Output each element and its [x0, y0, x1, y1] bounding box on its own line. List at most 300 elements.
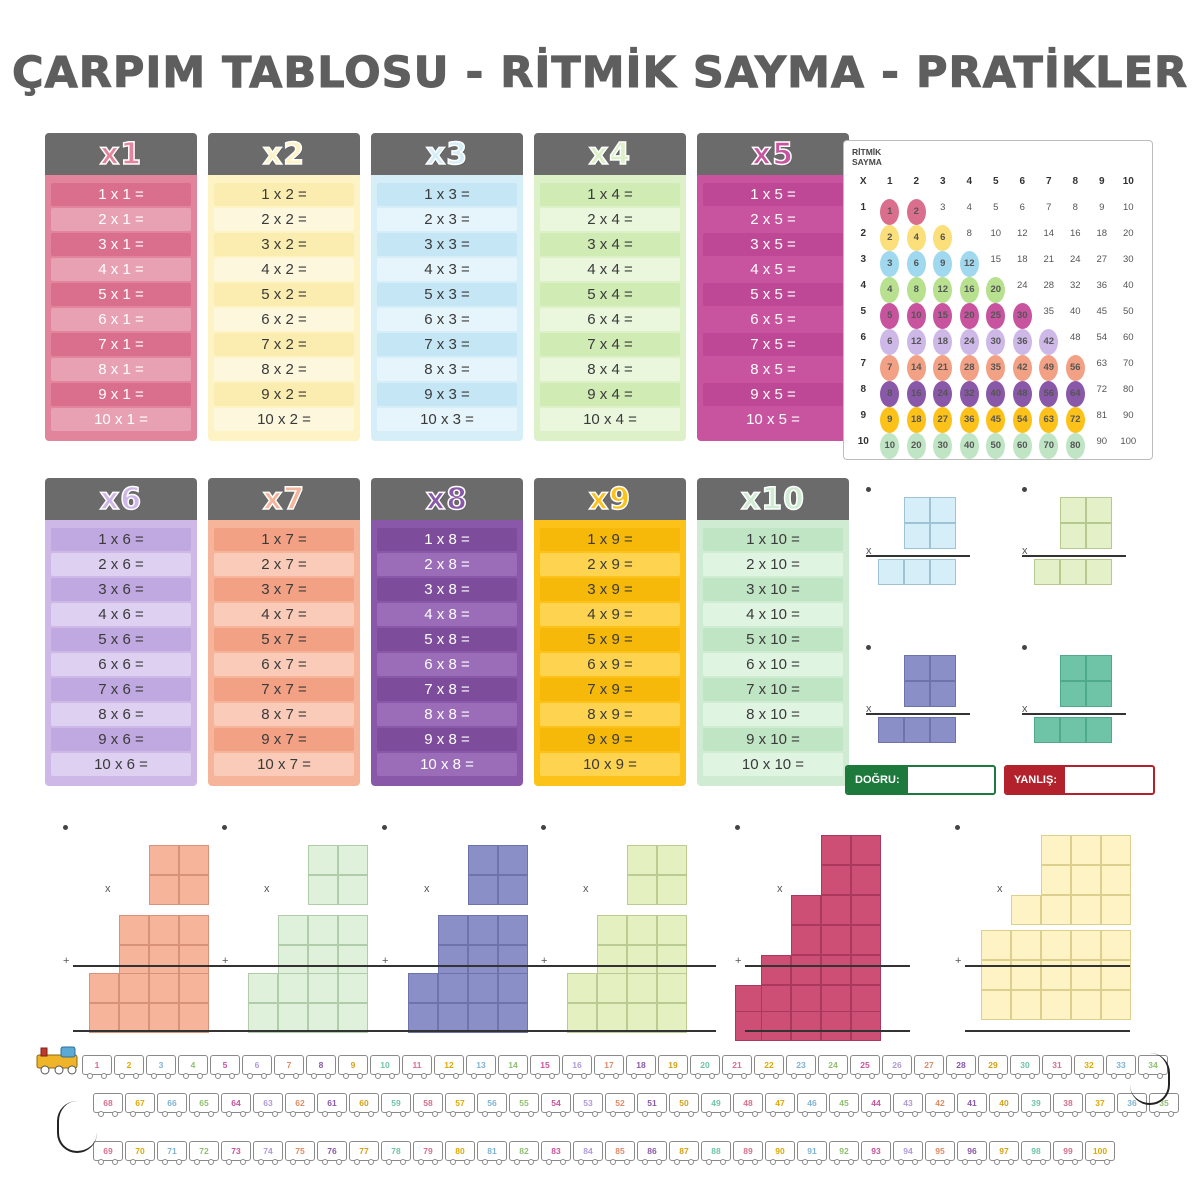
practice-cell[interactable]	[468, 845, 498, 875]
practice-cell[interactable]	[438, 973, 468, 1003]
train-wagon[interactable]: 11	[402, 1055, 432, 1075]
train-wagon[interactable]: 66	[157, 1093, 187, 1113]
table-row[interactable]: 2 x 6 =	[51, 553, 191, 576]
practice-cell[interactable]	[149, 845, 179, 875]
table-row[interactable]: 8 x 10 =	[703, 703, 843, 726]
table-row[interactable]: 9 x 8 =	[377, 728, 517, 751]
table-row[interactable]: 1 x 6 =	[51, 528, 191, 551]
table-row[interactable]: 5 x 7 =	[214, 628, 354, 651]
practice-cell[interactable]	[904, 497, 930, 523]
practice-cell[interactable]	[498, 1003, 528, 1033]
train-wagon[interactable]: 99	[1053, 1141, 1083, 1161]
train-wagon[interactable]: 13	[466, 1055, 496, 1075]
table-row[interactable]: 4 x 9 =	[540, 603, 680, 626]
answer-line[interactable]	[392, 1030, 557, 1032]
train-wagon[interactable]: 16	[562, 1055, 592, 1075]
train-wagon[interactable]: 96	[957, 1141, 987, 1161]
practice-cell[interactable]	[1101, 990, 1131, 1020]
table-row[interactable]: 7 x 9 =	[540, 678, 680, 701]
practice-cell[interactable]	[1060, 681, 1086, 707]
table-row[interactable]: 7 x 8 =	[377, 678, 517, 701]
practice-cell[interactable]	[904, 655, 930, 681]
table-row[interactable]: 1 x 7 =	[214, 528, 354, 551]
train-wagon[interactable]: 45	[829, 1093, 859, 1113]
train-wagon[interactable]: 36	[1117, 1093, 1147, 1113]
practice-cell[interactable]	[1011, 930, 1041, 960]
train-wagon[interactable]: 34	[1138, 1055, 1168, 1075]
train-wagon[interactable]: 61	[317, 1093, 347, 1113]
answer-line[interactable]	[73, 1030, 238, 1032]
table-row[interactable]: 8 x 6 =	[51, 703, 191, 726]
table-row[interactable]: 3 x 4 =	[540, 233, 680, 256]
practice-cell[interactable]	[627, 875, 657, 905]
train-wagon[interactable]: 17	[594, 1055, 624, 1075]
practice-cell[interactable]	[1011, 990, 1041, 1020]
practice-cell[interactable]	[1071, 865, 1101, 895]
train-wagon[interactable]: 23	[786, 1055, 816, 1075]
train-wagon[interactable]: 62	[285, 1093, 315, 1113]
practice-cell[interactable]	[1011, 895, 1041, 925]
train-wagon[interactable]: 55	[509, 1093, 539, 1113]
practice-cell[interactable]	[1060, 717, 1086, 743]
table-row[interactable]: 8 x 5 =	[750, 361, 796, 378]
train-wagon[interactable]: 46	[797, 1093, 827, 1113]
practice-cell[interactable]	[930, 497, 956, 523]
practice-cell[interactable]	[408, 1003, 438, 1033]
practice-cell[interactable]	[149, 945, 179, 975]
table-row[interactable]: 4 x 8 =	[377, 603, 517, 626]
correct-box[interactable]	[845, 765, 996, 795]
train-wagon[interactable]: 25	[850, 1055, 880, 1075]
train-wagon[interactable]: 15	[530, 1055, 560, 1075]
train-wagon[interactable]: 53	[573, 1093, 603, 1113]
practice-cell[interactable]	[597, 973, 627, 1003]
practice-cell[interactable]	[468, 945, 498, 975]
table-row[interactable]: 10 x 7 =	[214, 753, 354, 776]
train-wagon[interactable]: 87	[669, 1141, 699, 1161]
table-row[interactable]: 1 x 8 =	[377, 528, 517, 551]
practice-cell[interactable]	[904, 559, 930, 585]
practice-cell[interactable]	[248, 1003, 278, 1033]
practice-cell[interactable]	[567, 1003, 597, 1033]
train-wagon[interactable]: 64	[221, 1093, 251, 1113]
practice-cell[interactable]	[498, 915, 528, 945]
train-wagon[interactable]: 24	[818, 1055, 848, 1075]
table-row[interactable]: 3 x 5 =	[703, 233, 843, 256]
train-wagon[interactable]: 74	[253, 1141, 283, 1161]
train-wagon[interactable]: 18	[626, 1055, 656, 1075]
practice-cell[interactable]	[248, 973, 278, 1003]
practice-cell[interactable]	[627, 945, 657, 975]
practice-cell[interactable]	[1086, 681, 1112, 707]
table-row[interactable]: 9 x 7 =	[214, 728, 354, 751]
practice-cell[interactable]	[438, 915, 468, 945]
answer-line[interactable]	[1022, 555, 1126, 557]
practice-cell[interactable]	[930, 655, 956, 681]
train-wagon[interactable]: 72	[189, 1141, 219, 1161]
practice-cell[interactable]	[930, 681, 956, 707]
practice-cell[interactable]	[179, 973, 209, 1003]
table-row[interactable]: 6 x 7 =	[214, 653, 354, 676]
train-wagon[interactable]: 76	[317, 1141, 347, 1161]
practice-cell[interactable]	[1034, 717, 1060, 743]
practice-cell[interactable]	[149, 915, 179, 945]
practice-cell[interactable]	[761, 955, 791, 985]
table-row[interactable]: 8 x 9 =	[540, 703, 680, 726]
train-wagon[interactable]: 77	[349, 1141, 379, 1161]
practice-cell[interactable]	[627, 973, 657, 1003]
table-row[interactable]: 7 x 2 =	[214, 333, 354, 356]
wrong-box[interactable]	[1004, 765, 1155, 795]
practice-cell[interactable]	[878, 717, 904, 743]
table-row[interactable]: 6 x 5 =	[750, 311, 796, 328]
practice-cell[interactable]	[981, 990, 1011, 1020]
practice-cell[interactable]	[468, 973, 498, 1003]
train-wagon[interactable]: 58	[413, 1093, 443, 1113]
train-wagon[interactable]: 35	[1149, 1093, 1179, 1113]
table-row[interactable]: 5 x 8 =	[377, 628, 517, 651]
practice-cell[interactable]	[657, 973, 687, 1003]
train-wagon[interactable]: 5	[210, 1055, 240, 1075]
train-wagon[interactable]: 51	[637, 1093, 667, 1113]
practice-cell[interactable]	[1041, 895, 1071, 925]
train-wagon[interactable]: 20	[690, 1055, 720, 1075]
table-row[interactable]: 9 x 1 =	[51, 383, 191, 406]
practice-cell[interactable]	[791, 925, 821, 955]
practice-cell[interactable]	[1060, 655, 1086, 681]
practice-cell[interactable]	[308, 845, 338, 875]
table-row[interactable]: 7 x 6 =	[51, 678, 191, 701]
train-wagon[interactable]: 27	[914, 1055, 944, 1075]
train-wagon[interactable]: 80	[445, 1141, 475, 1161]
practice-cell[interactable]	[1101, 865, 1131, 895]
train-wagon[interactable]: 50	[669, 1093, 699, 1113]
table-row[interactable]: 6 x 9 =	[540, 653, 680, 676]
practice-cell[interactable]	[149, 875, 179, 905]
practice-cell[interactable]	[657, 945, 687, 975]
train-wagon[interactable]: 49	[701, 1093, 731, 1113]
practice-cell[interactable]	[308, 1003, 338, 1033]
practice-cell[interactable]	[904, 523, 930, 549]
table-row[interactable]: 1 x 3 =	[377, 183, 517, 206]
practice-cell[interactable]	[821, 865, 851, 895]
table-row[interactable]: 5 x 6 =	[51, 628, 191, 651]
practice-cell[interactable]	[821, 955, 851, 985]
practice-cell[interactable]	[438, 1003, 468, 1033]
table-row[interactable]: 3 x 1 =	[51, 233, 191, 256]
train-wagon[interactable]: 93	[861, 1141, 891, 1161]
practice-cell[interactable]	[89, 973, 119, 1003]
answer-line[interactable]	[965, 1030, 1130, 1032]
train-wagon[interactable]: 39	[1021, 1093, 1051, 1113]
table-row[interactable]: 9 x 9 =	[540, 728, 680, 751]
answer-line[interactable]	[866, 555, 970, 557]
train-wagon[interactable]: 48	[733, 1093, 763, 1113]
table-row[interactable]: 10 x 9 =	[540, 753, 680, 776]
train-wagon[interactable]: 94	[893, 1141, 923, 1161]
train-wagon[interactable]: 63	[253, 1093, 283, 1113]
answer-line[interactable]	[965, 965, 1130, 967]
table-row[interactable]: 4 x 2 =	[214, 258, 354, 281]
table-row[interactable]: 4 x 5 =	[750, 261, 796, 278]
train-wagon[interactable]: 89	[733, 1141, 763, 1161]
table-row[interactable]: 2 x 2 =	[214, 208, 354, 231]
practice-cell[interactable]	[904, 681, 930, 707]
table-row[interactable]: 5 x 3 =	[377, 283, 517, 306]
train-wagon[interactable]: 60	[349, 1093, 379, 1113]
practice-cell[interactable]	[791, 895, 821, 925]
practice-cell[interactable]	[1086, 523, 1112, 549]
practice-cell[interactable]	[627, 845, 657, 875]
table-row[interactable]: 5 x 5 =	[703, 283, 843, 306]
practice-cell[interactable]	[408, 973, 438, 1003]
train-wagon[interactable]: 44	[861, 1093, 891, 1113]
table-row[interactable]: 4 x 3 =	[377, 258, 517, 281]
practice-cell[interactable]	[308, 945, 338, 975]
table-row[interactable]: 6 x 8 =	[377, 653, 517, 676]
practice-cell[interactable]	[567, 973, 597, 1003]
table-row[interactable]: 3 x 6 =	[51, 578, 191, 601]
practice-cell[interactable]	[498, 875, 528, 905]
practice-cell[interactable]	[89, 1003, 119, 1033]
practice-cell[interactable]	[851, 955, 881, 985]
table-row[interactable]: 5 x 1 =	[51, 283, 191, 306]
table-row[interactable]: 3 x 8 =	[377, 578, 517, 601]
train-wagon[interactable]: 78	[381, 1141, 411, 1161]
practice-cell[interactable]	[821, 895, 851, 925]
table-row[interactable]: 10 x 8 =	[377, 753, 517, 776]
practice-cell[interactable]	[149, 973, 179, 1003]
table-row[interactable]: 1 x 10 =	[703, 528, 843, 551]
table-row[interactable]: 3 x 9 =	[540, 578, 680, 601]
table-row[interactable]: 3 x 7 =	[214, 578, 354, 601]
practice-cell[interactable]	[930, 523, 956, 549]
table-row[interactable]: 6 x 10 =	[703, 653, 843, 676]
train-wagon[interactable]: 70	[125, 1141, 155, 1161]
practice-cell[interactable]	[278, 915, 308, 945]
practice-cell[interactable]	[1041, 865, 1071, 895]
train-wagon[interactable]: 22	[754, 1055, 784, 1075]
train-wagon[interactable]: 33	[1106, 1055, 1136, 1075]
practice-cell[interactable]	[498, 945, 528, 975]
table-row[interactable]: 5 x 10 =	[703, 628, 843, 651]
table-row[interactable]: 9 x 3 =	[377, 383, 517, 406]
train-wagon[interactable]: 26	[882, 1055, 912, 1075]
practice-cell[interactable]	[851, 865, 881, 895]
table-row[interactable]: 4 x 4 =	[540, 258, 680, 281]
practice-cell[interactable]	[1034, 559, 1060, 585]
practice-cell[interactable]	[657, 915, 687, 945]
train-wagon[interactable]: 88	[701, 1141, 731, 1161]
table-row[interactable]: 2 x 1 =	[51, 208, 191, 231]
table-row[interactable]: 5 x 2 =	[214, 283, 354, 306]
train-wagon[interactable]: 32	[1074, 1055, 1104, 1075]
practice-cell[interactable]	[1071, 990, 1101, 1020]
practice-cell[interactable]	[308, 875, 338, 905]
table-row[interactable]: 9 x 4 =	[540, 383, 680, 406]
practice-cell[interactable]	[1041, 835, 1071, 865]
table-row[interactable]: 9 x 2 =	[214, 383, 354, 406]
practice-cell[interactable]	[179, 915, 209, 945]
train-wagon[interactable]: 31	[1042, 1055, 1072, 1075]
train-wagon[interactable]: 100	[1085, 1141, 1115, 1161]
train-wagon[interactable]: 97	[989, 1141, 1019, 1161]
train-wagon[interactable]: 1	[82, 1055, 112, 1075]
practice-cell[interactable]	[627, 1003, 657, 1033]
practice-cell[interactable]	[597, 1003, 627, 1033]
table-row[interactable]: 10 x 3 =	[377, 408, 517, 431]
answer-line[interactable]	[551, 965, 716, 967]
practice-cell[interactable]	[1086, 655, 1112, 681]
practice-cell[interactable]	[1041, 990, 1071, 1020]
practice-cell[interactable]	[338, 973, 368, 1003]
train-wagon[interactable]: 57	[445, 1093, 475, 1113]
train-wagon[interactable]: 83	[541, 1141, 571, 1161]
answer-line[interactable]	[73, 965, 238, 967]
table-row[interactable]: 9 x 5 =	[703, 383, 843, 406]
practice-cell[interactable]	[338, 875, 368, 905]
train-wagon[interactable]: 68	[93, 1093, 123, 1113]
practice-cell[interactable]	[930, 559, 956, 585]
train-wagon[interactable]: 6	[242, 1055, 272, 1075]
table-row[interactable]: 10 x 6 =	[51, 753, 191, 776]
table-row[interactable]: 1 x 2 =	[214, 183, 354, 206]
practice-cell[interactable]	[119, 973, 149, 1003]
practice-cell[interactable]	[278, 945, 308, 975]
table-row[interactable]: 8 x 3 =	[377, 358, 517, 381]
practice-cell[interactable]	[179, 1003, 209, 1033]
table-row[interactable]: 2 x 5 =	[750, 211, 796, 228]
table-row[interactable]: 2 x 10 =	[703, 553, 843, 576]
practice-cell[interactable]	[1071, 835, 1101, 865]
practice-cell[interactable]	[338, 915, 368, 945]
practice-cell[interactable]	[1071, 930, 1101, 960]
train-wagon[interactable]: 85	[605, 1141, 635, 1161]
table-row[interactable]: 3 x 2 =	[214, 233, 354, 256]
table-row[interactable]: 5 x 4 =	[540, 283, 680, 306]
practice-cell[interactable]	[308, 973, 338, 1003]
train-wagon[interactable]: 10	[370, 1055, 400, 1075]
answer-line[interactable]	[232, 1030, 397, 1032]
train-wagon[interactable]: 19	[658, 1055, 688, 1075]
table-row[interactable]: 1 x 4 =	[540, 183, 680, 206]
practice-cell[interactable]	[597, 945, 627, 975]
train-wagon[interactable]: 81	[477, 1141, 507, 1161]
train-wagon[interactable]: 43	[893, 1093, 923, 1113]
train-wagon[interactable]: 38	[1053, 1093, 1083, 1113]
practice-cell[interactable]	[657, 845, 687, 875]
table-row[interactable]: 4 x 7 =	[214, 603, 354, 626]
practice-cell[interactable]	[308, 915, 338, 945]
answer-line[interactable]	[232, 965, 397, 967]
train-wagon[interactable]: 47	[765, 1093, 795, 1113]
train-wagon[interactable]: 84	[573, 1141, 603, 1161]
practice-cell[interactable]	[149, 1003, 179, 1033]
practice-cell[interactable]	[338, 945, 368, 975]
practice-cell[interactable]	[1060, 497, 1086, 523]
train-wagon[interactable]: 69	[93, 1141, 123, 1161]
train-wagon[interactable]: 71	[157, 1141, 187, 1161]
train-wagon[interactable]: 92	[829, 1141, 859, 1161]
table-row[interactable]: 9 x 10 =	[703, 728, 843, 751]
table-row[interactable]: 8 x 8 =	[377, 703, 517, 726]
practice-cell[interactable]	[904, 717, 930, 743]
table-row[interactable]: 7 x 10 =	[703, 678, 843, 701]
table-row[interactable]: 10 x 10 =	[703, 753, 843, 776]
table-row[interactable]: 1 x 5 =	[703, 183, 843, 206]
practice-cell[interactable]	[278, 1003, 308, 1033]
train-wagon[interactable]: 75	[285, 1141, 315, 1161]
table-row[interactable]: 4 x 6 =	[51, 603, 191, 626]
answer-line[interactable]	[551, 1030, 716, 1032]
table-row[interactable]: 7 x 3 =	[377, 333, 517, 356]
practice-cell[interactable]	[119, 1003, 149, 1033]
train-wagon[interactable]: 8	[306, 1055, 336, 1075]
practice-cell[interactable]	[1086, 717, 1112, 743]
table-row[interactable]: 10 x 5 =	[746, 411, 800, 428]
practice-cell[interactable]	[657, 875, 687, 905]
practice-cell[interactable]	[851, 895, 881, 925]
table-row[interactable]: 2 x 8 =	[377, 553, 517, 576]
train-wagon[interactable]: 28	[946, 1055, 976, 1075]
practice-cell[interactable]	[468, 1003, 498, 1033]
practice-cell[interactable]	[498, 845, 528, 875]
table-row[interactable]: 8 x 4 =	[540, 358, 680, 381]
table-row[interactable]: 6 x 3 =	[377, 308, 517, 331]
train-wagon[interactable]: 29	[978, 1055, 1008, 1075]
table-row[interactable]: 3 x 3 =	[377, 233, 517, 256]
practice-cell[interactable]	[1071, 895, 1101, 925]
practice-cell[interactable]	[338, 1003, 368, 1033]
practice-cell[interactable]	[1060, 523, 1086, 549]
table-row[interactable]: 9 x 6 =	[51, 728, 191, 751]
train-wagon[interactable]: 14	[498, 1055, 528, 1075]
table-row[interactable]: 7 x 5 =	[703, 333, 843, 356]
table-row[interactable]: 1 x 1 =	[51, 183, 191, 206]
table-row[interactable]: 4 x 10 =	[703, 603, 843, 626]
practice-cell[interactable]	[468, 875, 498, 905]
train-wagon[interactable]: 65	[189, 1093, 219, 1113]
practice-cell[interactable]	[179, 845, 209, 875]
practice-cell[interactable]	[438, 945, 468, 975]
train-wagon[interactable]: 56	[477, 1093, 507, 1113]
practice-cell[interactable]	[1041, 930, 1071, 960]
table-row[interactable]: 6 x 4 =	[540, 308, 680, 331]
table-row[interactable]: 5 x 9 =	[540, 628, 680, 651]
practice-cell[interactable]	[179, 945, 209, 975]
train-wagon[interactable]: 95	[925, 1141, 955, 1161]
practice-cell[interactable]	[597, 915, 627, 945]
train-wagon[interactable]: 3	[146, 1055, 176, 1075]
practice-cell[interactable]	[821, 925, 851, 955]
table-row[interactable]: 3 x 10 =	[703, 578, 843, 601]
train-wagon[interactable]: 12	[434, 1055, 464, 1075]
train-wagon[interactable]: 73	[221, 1141, 251, 1161]
practice-cell[interactable]	[821, 835, 851, 865]
train-wagon[interactable]: 30	[1010, 1055, 1040, 1075]
train-wagon[interactable]: 21	[722, 1055, 752, 1075]
practice-cell[interactable]	[627, 915, 657, 945]
table-row[interactable]: 4 x 1 =	[51, 258, 191, 281]
practice-cell[interactable]	[119, 945, 149, 975]
practice-cell[interactable]	[179, 875, 209, 905]
table-row[interactable]: 8 x 7 =	[214, 703, 354, 726]
table-row[interactable]: 7 x 7 =	[214, 678, 354, 701]
train-wagon[interactable]: 42	[925, 1093, 955, 1113]
practice-cell[interactable]	[981, 930, 1011, 960]
train-wagon[interactable]: 67	[125, 1093, 155, 1113]
table-row[interactable]: 6 x 1 =	[51, 308, 191, 331]
